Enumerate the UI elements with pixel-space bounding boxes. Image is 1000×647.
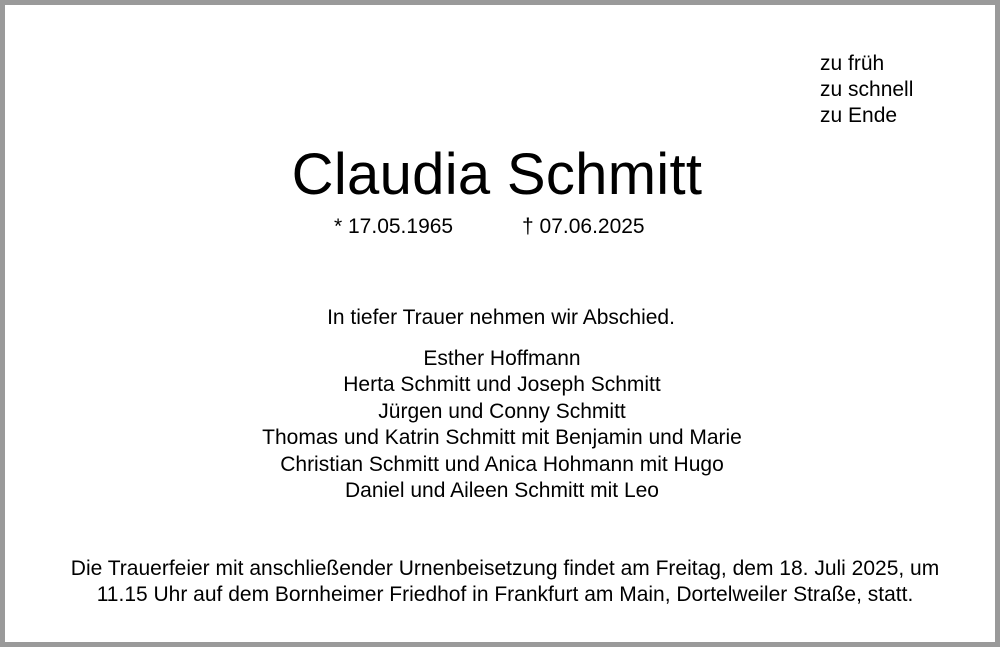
mourner-line: Esther Hoffmann [423, 347, 581, 370]
ceremony-info [10, 556, 1000, 608]
ceremony-line: Die Trauerfeier mit anschließender Urnenbeisetzung findet am Freitag, dem 18. Juli 2025, um [70, 557, 940, 580]
mourner-line: Thomas und Katrin Schmitt mit Benjamin und Marie [262, 426, 742, 450]
birth-date: * 17.05.1965 [334, 215, 454, 238]
ceremony-line: 11.15 Uhr auf dem Bornheimer Friedhof in Frankfurt am Main, Dortelweiler Straße, statt. [96, 583, 914, 606]
deceased-name: Claudia Schmitt [291, 142, 703, 207]
motto [820, 51, 913, 129]
mourner-line: Christian Schmitt und Anica Hohmann mit Hugo [280, 452, 724, 476]
death-date: † 07.06.2025 [522, 215, 645, 238]
motto-line: zu früh [820, 52, 885, 75]
mourner-line: Herta Schmitt und Joseph Schmitt [343, 373, 661, 397]
motto-line: zu schnell [820, 78, 914, 101]
motto-line: zu Ende [820, 104, 898, 127]
mourners-list [5, 346, 999, 504]
farewell-text: In tiefer Trauer nehmen wir Abschied. [327, 306, 675, 329]
mourner-line: Jürgen und Conny Schmitt [378, 399, 626, 423]
mourner-line: Daniel und Aileen Schmitt mit Leo [344, 479, 659, 503]
